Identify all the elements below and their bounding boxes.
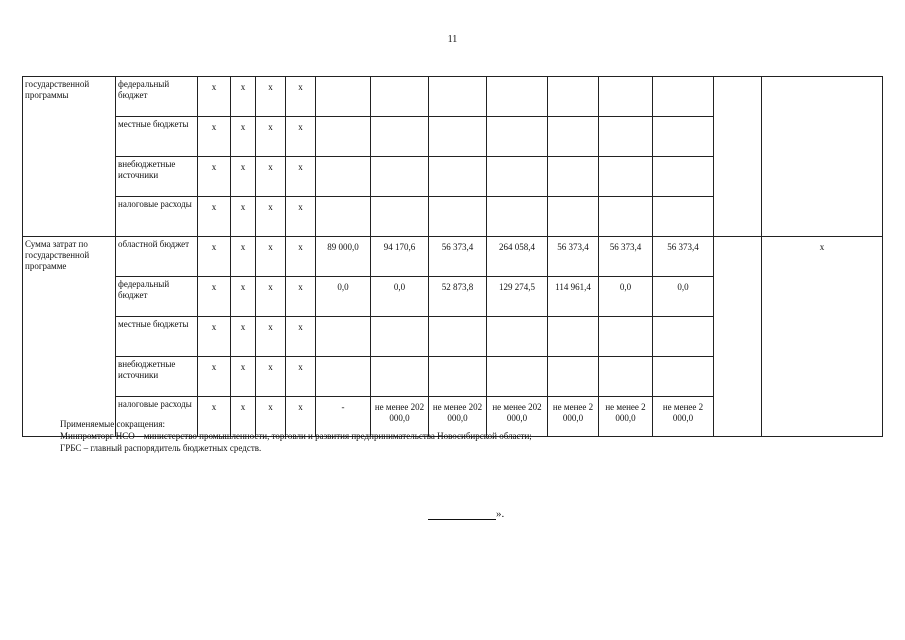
value-cell — [487, 357, 548, 397]
value-cell — [429, 77, 487, 117]
notes-line: Минпромторг НСО – министерство промышленности, торговли и развития предпринимательства Новосибирской области; — [60, 431, 532, 441]
mark-cell: х — [256, 77, 286, 117]
mark-cell: х — [256, 197, 286, 237]
mark-cell: х — [286, 157, 316, 197]
mark-cell: х — [256, 317, 286, 357]
abbreviations-note — [60, 418, 532, 454]
mark-cell: х — [198, 197, 231, 237]
value-cell: 264 058,4 — [487, 237, 548, 277]
funding-source: внебюджетные источники — [116, 157, 198, 197]
mark-cell: х — [231, 397, 256, 437]
mark-cell: х — [256, 157, 286, 197]
funding-source: местные бюджеты — [116, 317, 198, 357]
value-cell — [599, 117, 653, 157]
value-cell — [548, 117, 599, 157]
value-cell — [487, 157, 548, 197]
page-number: 11 — [447, 34, 458, 45]
mark-cell: х — [198, 77, 231, 117]
funding-source: федеральный бюджет — [116, 77, 198, 117]
value-cell — [316, 117, 371, 157]
mark-cell: х — [286, 357, 316, 397]
funding-source: областной бюджет — [116, 237, 198, 277]
value-cell — [599, 77, 653, 117]
value-cell: 52 873,8 — [429, 277, 487, 317]
mark-cell: х — [231, 357, 256, 397]
value-cell — [548, 77, 599, 117]
mark-cell: х — [256, 357, 286, 397]
mark-cell: х — [231, 237, 256, 277]
mark-cell: х — [198, 157, 231, 197]
value-cell: не менее 202 000,0 — [429, 397, 487, 437]
value-cell — [316, 197, 371, 237]
value-cell — [429, 157, 487, 197]
value-cell — [487, 317, 548, 357]
value-cell: 89 000,0 — [316, 237, 371, 277]
value-cell: не менее 2 000,0 — [653, 397, 714, 437]
value-cell — [429, 317, 487, 357]
value-cell: 0,0 — [599, 277, 653, 317]
mark-cell: х — [286, 397, 316, 437]
funding-source: федеральный бюджет — [116, 277, 198, 317]
mark-cell: х — [256, 397, 286, 437]
signature-line — [428, 507, 496, 520]
value-cell — [599, 357, 653, 397]
mark-cell: х — [231, 197, 256, 237]
funding-source: налоговые расходы — [116, 197, 198, 237]
value-cell — [316, 157, 371, 197]
value-cell — [429, 357, 487, 397]
notes-heading: Применяемые сокращения: — [60, 419, 166, 429]
mark-cell: х — [231, 117, 256, 157]
value-cell: 129 274,5 — [487, 277, 548, 317]
row-group-label: Сумма затрат по государственной программе — [23, 237, 116, 437]
blank-cell — [762, 77, 883, 237]
value-cell — [548, 197, 599, 237]
mark-cell: х — [231, 157, 256, 197]
value-cell — [599, 317, 653, 357]
value-cell: 114 961,4 — [548, 277, 599, 317]
value-cell — [371, 317, 429, 357]
value-cell: - — [316, 397, 371, 437]
value-cell: не менее 2 000,0 — [548, 397, 599, 437]
value-cell — [316, 357, 371, 397]
mark-cell: х — [231, 317, 256, 357]
value-cell — [371, 117, 429, 157]
mark-cell: х — [198, 237, 231, 277]
value-cell: 56 373,4 — [653, 237, 714, 277]
closing-signature — [428, 507, 504, 520]
funding-source: внебюджетные источники — [116, 357, 198, 397]
value-cell: не менее 202 000,0 — [371, 397, 429, 437]
value-cell — [487, 197, 548, 237]
value-cell — [429, 197, 487, 237]
value-cell — [599, 157, 653, 197]
funding-source: местные бюджеты — [116, 117, 198, 157]
closing-quote: ». — [496, 508, 505, 520]
value-cell — [653, 357, 714, 397]
mark-cell: х — [762, 237, 883, 437]
value-cell: 0,0 — [316, 277, 371, 317]
value-cell — [316, 77, 371, 117]
mark-cell: х — [231, 277, 256, 317]
mark-cell: х — [286, 117, 316, 157]
funding-source: налоговые расходы — [116, 397, 198, 437]
value-cell: не менее 202 000,0 — [487, 397, 548, 437]
value-cell: 56 373,4 — [429, 237, 487, 277]
mark-cell: х — [256, 117, 286, 157]
value-cell — [548, 357, 599, 397]
value-cell: 94 170,6 — [371, 237, 429, 277]
value-cell: 0,0 — [371, 277, 429, 317]
blank-cell — [714, 77, 762, 237]
notes-line: ГРБС – главный распорядитель бюджетных средств. — [60, 443, 262, 453]
table-row — [23, 237, 883, 277]
value-cell — [653, 157, 714, 197]
mark-cell: х — [256, 237, 286, 277]
table-row — [23, 77, 883, 117]
mark-cell: х — [286, 77, 316, 117]
mark-cell: х — [198, 277, 231, 317]
value-cell — [316, 317, 371, 357]
blank-cell — [714, 237, 762, 437]
mark-cell: х — [198, 317, 231, 357]
mark-cell: х — [286, 237, 316, 277]
mark-cell: х — [286, 317, 316, 357]
mark-cell: х — [231, 77, 256, 117]
mark-cell: х — [198, 117, 231, 157]
value-cell: 56 373,4 — [548, 237, 599, 277]
value-cell — [653, 197, 714, 237]
mark-cell: х — [256, 277, 286, 317]
value-cell — [653, 77, 714, 117]
value-cell — [653, 117, 714, 157]
budget-table — [22, 76, 883, 437]
mark-cell: х — [286, 197, 316, 237]
value-cell — [599, 197, 653, 237]
value-cell — [487, 77, 548, 117]
value-cell — [371, 157, 429, 197]
mark-cell: х — [286, 277, 316, 317]
value-cell — [548, 317, 599, 357]
value-cell — [371, 77, 429, 117]
value-cell — [653, 317, 714, 357]
value-cell — [429, 117, 487, 157]
row-group-label: государственной программы — [23, 77, 116, 237]
value-cell — [371, 357, 429, 397]
value-cell: 56 373,4 — [599, 237, 653, 277]
value-cell — [487, 117, 548, 157]
value-cell — [371, 197, 429, 237]
mark-cell: х — [198, 397, 231, 437]
mark-cell: х — [198, 357, 231, 397]
value-cell — [548, 157, 599, 197]
value-cell: не менее 2 000,0 — [599, 397, 653, 437]
value-cell: 0,0 — [653, 277, 714, 317]
